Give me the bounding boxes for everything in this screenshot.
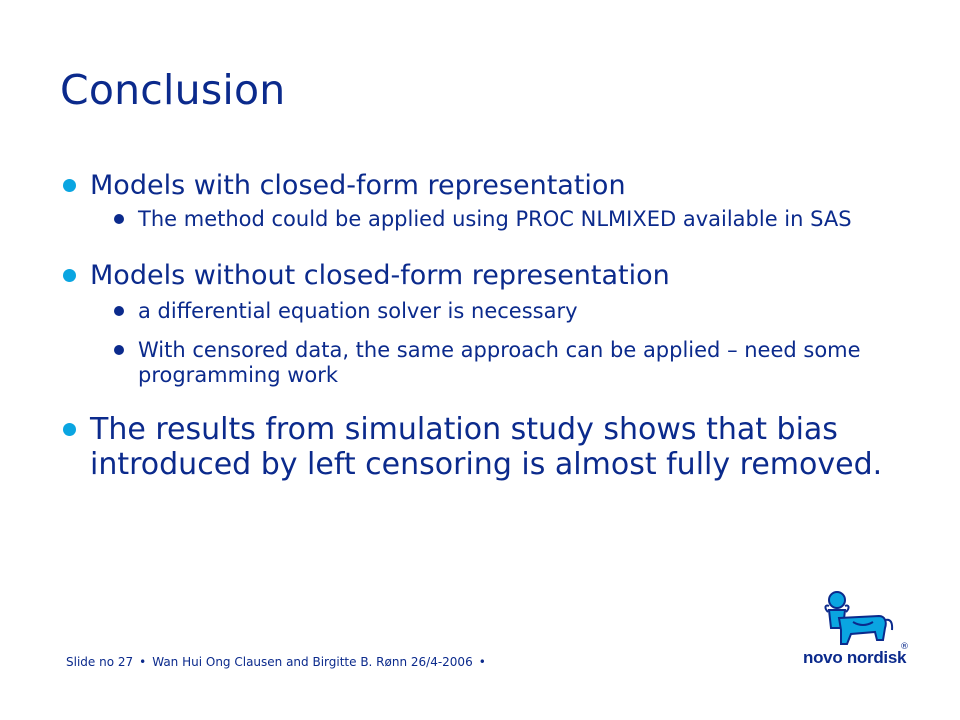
bullet-simulation-results: The results from simulation study shows that bias introduced by left censoring is almost fully removed. (60, 412, 920, 482)
logo-registered-mark: ® (900, 642, 909, 652)
footer-slide-number: Slide no 27 (66, 655, 134, 669)
footer-separator: • (139, 655, 147, 669)
logo-wordmark: novo nordisk (803, 648, 907, 667)
footer-separator: • (478, 655, 486, 669)
footer-authors: Wan Hui Ong Clausen and Birgitte B. Rønn 26/4-2006 (152, 655, 473, 669)
sub-bullet-nlmixed: The method could be applied using PROC NLMIXED available in SAS (108, 207, 920, 232)
slide-body (60, 170, 920, 482)
slide-footer (66, 655, 492, 669)
bullet-closed-form: Models with closed-form representation (60, 170, 920, 201)
sub-bullet-censored-data: With censored data, the same approach can be applied – need some programming work (108, 338, 920, 388)
bullet-without-closed-form: Models without closed-form representation (60, 260, 920, 291)
sub-bullet-ode-solver: a differential equation solver is necessary (108, 299, 920, 324)
slide-title: Conclusion (60, 66, 286, 114)
